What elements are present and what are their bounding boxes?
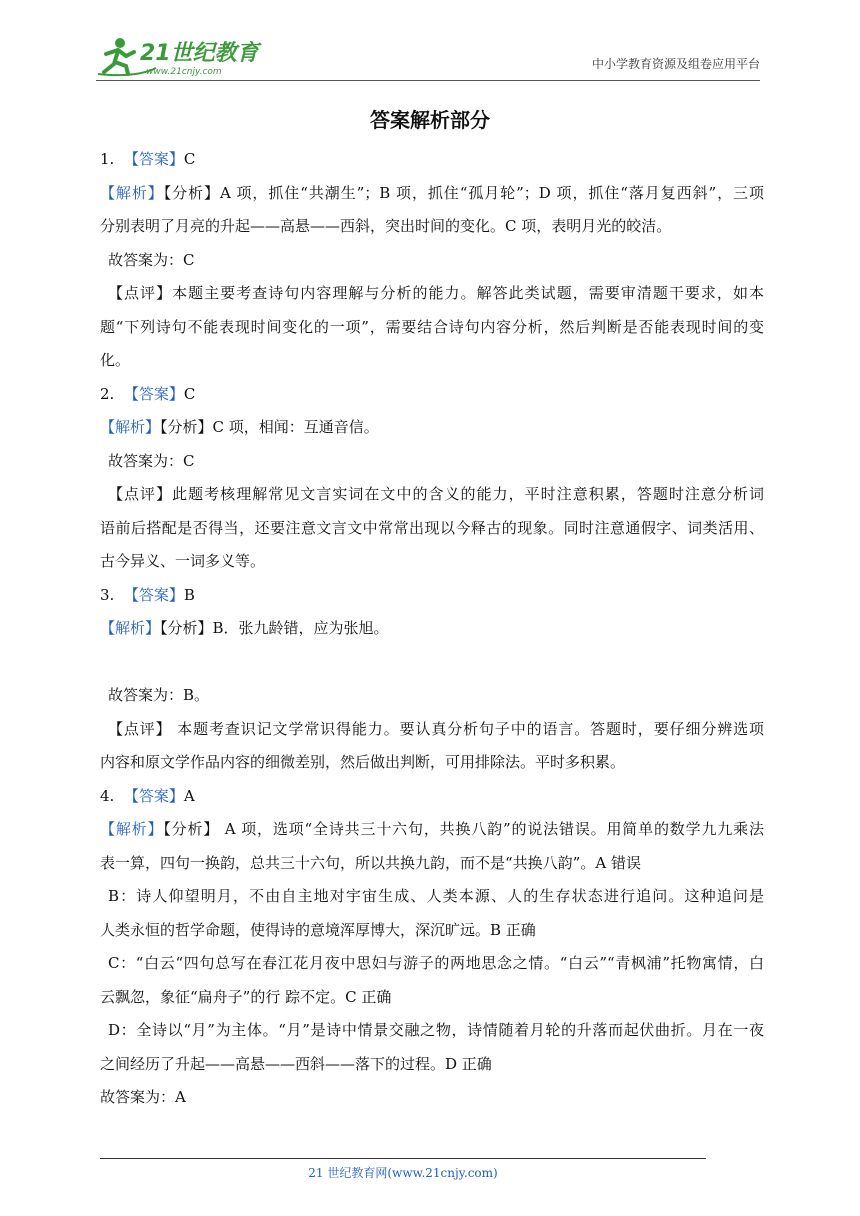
analysis-text: A 项，选项“全诗共三十六句，共换八韵”的说法错误。用简单的数学九九乘法 xyxy=(219,820,764,838)
answer-content xyxy=(100,143,764,1115)
q2-answer-line xyxy=(100,378,764,412)
platform-name: 中小学教育资源及组卷应用平台 xyxy=(591,57,760,71)
q1-analysis-line-2: 分别表明了月亮的升起——高悬——西斜，突出时间的变化。C 项，表明月光的皎洁。 xyxy=(100,217,672,235)
footer-link[interactable]: 21 世纪教育网(www.21cnjy.com) xyxy=(308,1166,498,1180)
site-logo xyxy=(96,34,266,78)
q3-answer-line xyxy=(100,579,764,613)
q3-analysis-line xyxy=(100,612,764,646)
answer-tag: 【答案】 xyxy=(123,384,184,403)
q2-comment-line-2: 语前后搭配是否得当，还要注意文言文中常常出现以今释古的现象。同时注意通假字、词类活用、 xyxy=(100,518,764,537)
q2-conclusion: 故答案为：C xyxy=(108,451,195,470)
analysis-tag: 【解析】 xyxy=(100,418,161,436)
q4-analysis-line-2: 表一算，四句一换韵，总共三十六句，所以共换九韵，而不是“共换八韵”。A 错误 xyxy=(100,853,641,872)
question-number: 1. xyxy=(100,150,115,168)
q3-comment-line-2: 内容和原文学作品内容的细微差别，然后做出判断，可用排除法。平时多积累。 xyxy=(100,753,626,771)
q1-comment-line-2: 题“下列诗句不能表现时间变化的一项”，需要结合诗句内容分析，然后判断是否能表现时间的变 xyxy=(100,317,764,336)
analysis-tag: 【解析】 xyxy=(100,183,164,202)
comment-tag: 【点评】 xyxy=(108,719,172,738)
runner-logo-icon xyxy=(96,34,266,78)
q4-option-c-line: C：“白云“四句总写在春江花月夜中思妇与游子的两地思念之情。“白云”“青枫浦”托物寓情，白 xyxy=(108,954,764,972)
analysis-text: C 项，相闻：互通音信。 xyxy=(212,418,379,436)
answer-tag: 【答案】 xyxy=(123,585,184,604)
q1-comment-line xyxy=(100,277,764,311)
footer-divider xyxy=(100,1158,706,1159)
q3-conclusion: 故答案为：B。 xyxy=(108,686,210,704)
q1-comment-line-3: 化。 xyxy=(100,351,131,369)
analysis-text: B．张九龄错，应为张旭。 xyxy=(212,619,389,637)
svg-text:www.21cnjy.com: www.21cnjy.com xyxy=(146,67,222,77)
svg-text:21世纪教育: 21世纪教育 xyxy=(140,41,259,66)
q4-option-c-line-2: 云飘忽，象征“扁舟子”的行 踪不定。C 正确 xyxy=(100,987,392,1006)
q3-comment-line xyxy=(100,713,764,747)
q1-conclusion: 故答案为：C xyxy=(108,250,195,269)
comment-tag: 【点评】 xyxy=(108,485,173,503)
question-number: 4. xyxy=(100,786,115,805)
q4-option-d-line-2: 之间经历了升起——高悬——西斜——落下的过程。D 正确 xyxy=(100,1054,492,1073)
page-title: 答案解析部分 xyxy=(370,108,490,132)
analysis-tag: 【解析】 xyxy=(100,820,164,838)
q4-conclusion: 故答案为：A xyxy=(100,1088,186,1106)
q2-analysis-line xyxy=(100,411,764,445)
q4-answer-line xyxy=(100,780,764,814)
comment-text: 此题考核理解常见文言实词在文中的含义的能力，平时注意积累，答题时注意分析词 xyxy=(172,485,764,503)
q2-comment-line xyxy=(100,478,764,512)
q4-option-b-line-2: 人类永恒的哲学命题，使得诗的意境浑厚博大，深沉旷远。B 正确 xyxy=(100,920,536,939)
answer-value: A xyxy=(183,786,195,805)
q1-answer-line xyxy=(100,143,764,177)
spacer xyxy=(100,646,764,680)
answer-value: C xyxy=(183,384,196,403)
comment-text: 本题主要考查诗句内容理解与分析的能力。解答此类试题，需要审清题干要求，如本 xyxy=(172,284,764,302)
analysis-text: A 项，抓住“共潮生”；B 项，抓住“孤月轮”；D 项，抓住“落月复西斜”，三项 xyxy=(219,183,764,202)
header-divider xyxy=(96,80,760,81)
comment-text: 本题考查识记文学常识得能力。要认真分析句子中的语言。答题时，要仔细分辨选项 xyxy=(171,719,764,738)
q1-analysis-line xyxy=(100,177,764,211)
fenxi-tag: 【分析】 xyxy=(160,418,213,436)
q2-comment-line-3: 古今异义、一词多义等。 xyxy=(100,552,266,570)
page-header xyxy=(96,34,760,78)
comment-tag: 【点评】 xyxy=(108,284,173,302)
analysis-tag: 【解析】 xyxy=(100,619,161,637)
answer-value: B xyxy=(183,585,195,604)
fenxi-tag: 【分析】 xyxy=(163,820,220,838)
answer-value: C xyxy=(183,150,196,168)
fenxi-tag: 【分析】 xyxy=(163,183,220,202)
q4-option-b-line: B：诗人仰望明月，不由自主地对宇宙生成、人类本源、人的生存状态进行追问。这种追问是 xyxy=(108,887,764,905)
fenxi-tag: 【分析】 xyxy=(160,619,213,637)
q4-option-d-line: D：全诗以“月”为主体。“月”是诗中情景交融之物，诗情随着月轮的升落而起伏曲折。月在一夜 xyxy=(108,1021,764,1039)
answer-tag: 【答案】 xyxy=(123,150,184,168)
q4-analysis-line xyxy=(100,813,764,847)
question-number: 3. xyxy=(100,585,115,604)
answer-tag: 【答案】 xyxy=(123,786,184,805)
question-number: 2. xyxy=(100,384,115,403)
